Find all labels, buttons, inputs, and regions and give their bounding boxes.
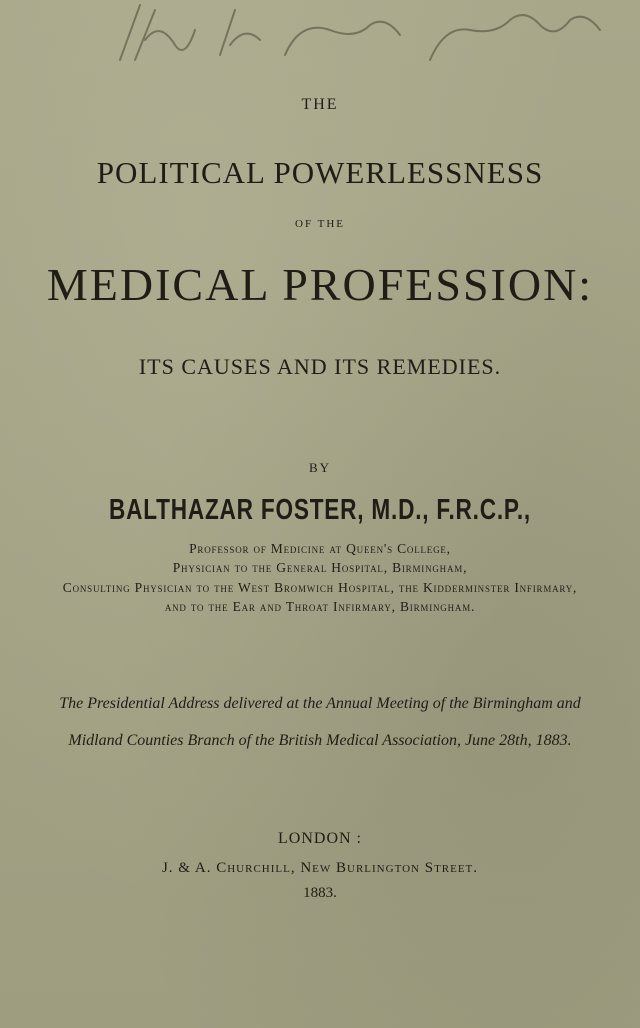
credential-line: Professor of Medicine at Queen's College, — [189, 541, 451, 556]
title-line-1: POLITICAL POWERLESSNESS — [96, 155, 544, 190]
by-label: BY — [308, 460, 332, 475]
title-of-the: OF THE — [295, 218, 345, 230]
credential-line: Consulting Physician to the West Bromwich Hospital, the Kidderminster Infirmary, — [62, 580, 578, 595]
address-line-1: The Presidential Address delivered at the Annual Meeting of the Birmingham and — [59, 695, 581, 712]
publisher: J. & A. Churchill, New Burlington Street. — [161, 860, 479, 876]
author-name: BALTHAZAR FOSTER, M.D., F.R.C.P., — [108, 494, 532, 526]
publication-year: 1883. — [303, 885, 337, 901]
subtitle: ITS CAUSES AND ITS REMEDIES. — [138, 354, 502, 379]
handwritten-signature — [100, 0, 620, 80]
title-line-2: MEDICAL PROFESSION: — [46, 259, 594, 310]
title-the: THE — [301, 96, 339, 113]
address-line-2: Midland Counties Branch of the British Medical Association, June 28th, 1883. — [68, 732, 572, 749]
credential-line: Physician to the General Hospital, Birmingham, — [172, 560, 468, 575]
credential-line: and to the Ear and Throat Infirmary, Birmingham. — [164, 599, 476, 614]
publication-city: LONDON : — [278, 830, 362, 847]
